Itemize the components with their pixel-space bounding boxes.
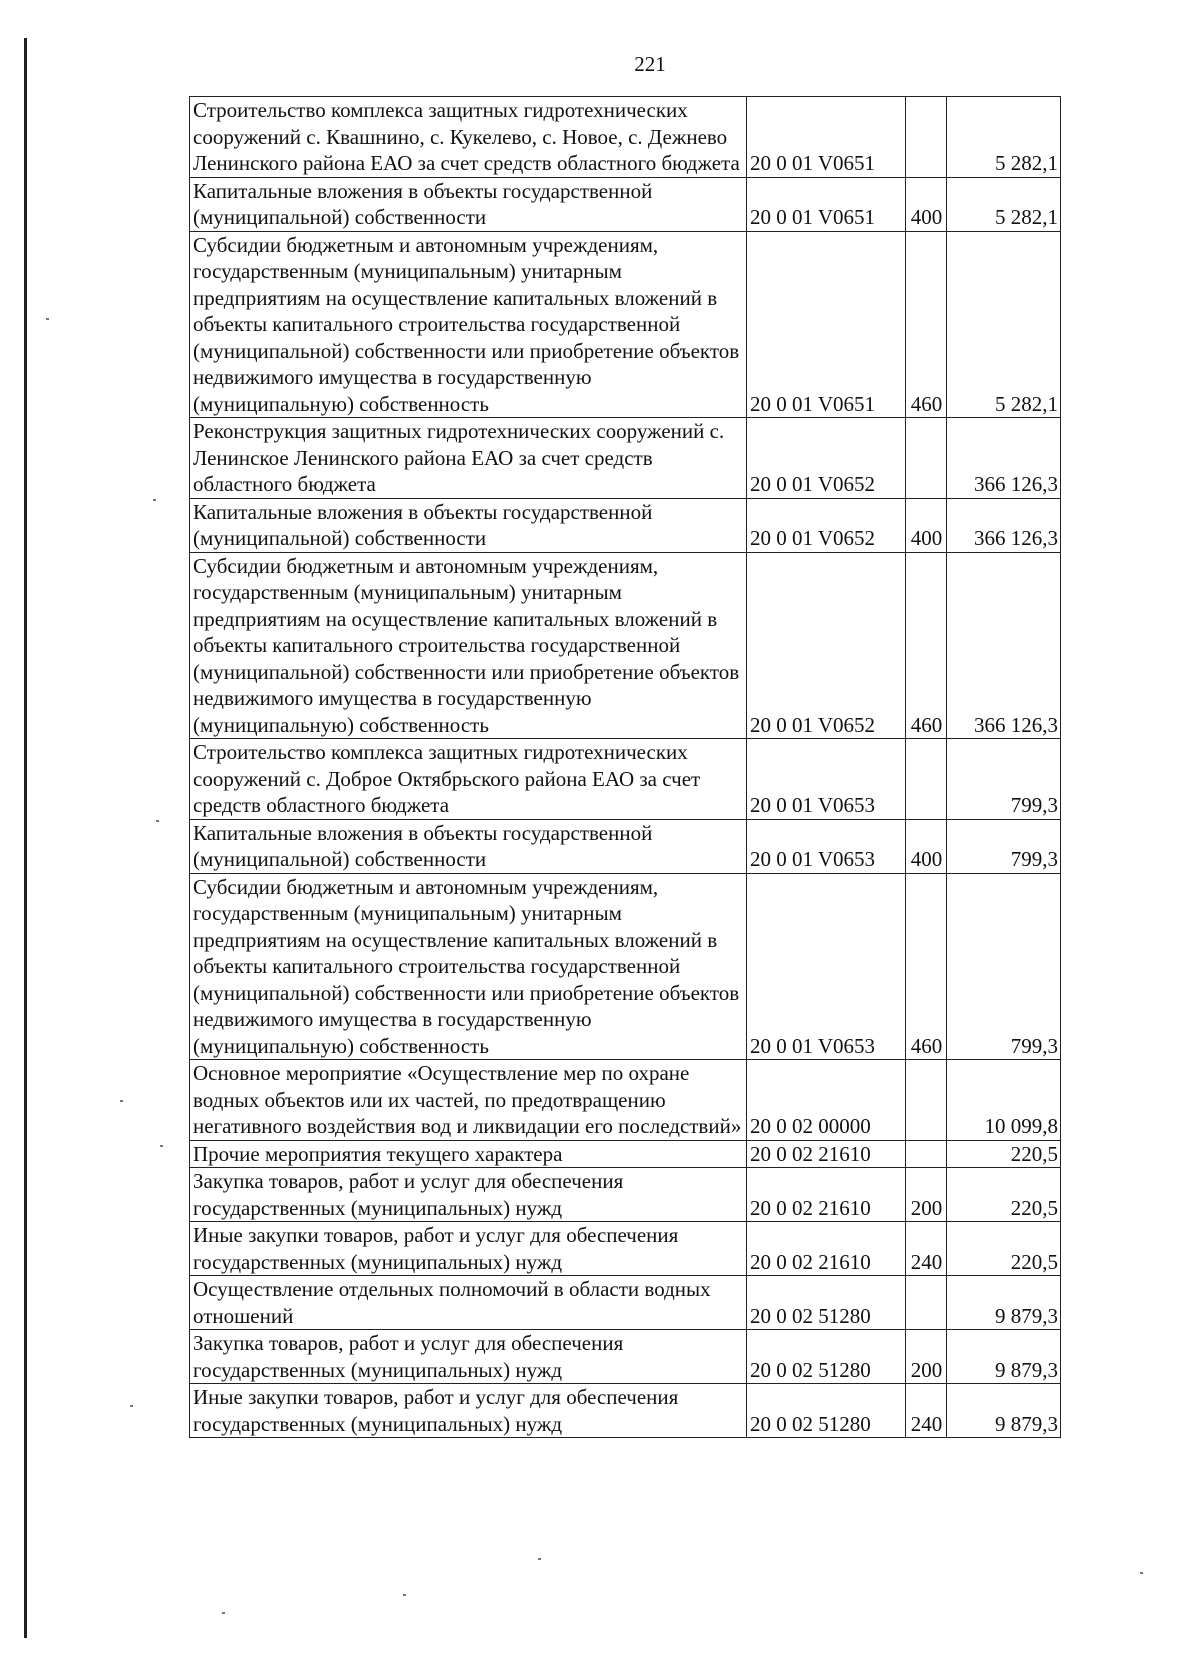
row-description: Основное мероприятие «Осуществление мер по охране водных объектов или их частей, по предотвращению негативного воздействия вод и ликвидации его последствий»: [190, 1060, 747, 1141]
row-amount: 220,5: [947, 1140, 1061, 1168]
page-number: 221: [634, 52, 666, 76]
row-description: Прочие мероприятия текущего характера: [190, 1140, 747, 1168]
row-expense-type: [906, 739, 947, 820]
budget-table: [189, 96, 1061, 1438]
table-row: [190, 552, 1061, 739]
row-expense-type: [906, 418, 947, 499]
scan-speck: [130, 1405, 133, 1407]
row-expense-type: [906, 1060, 947, 1141]
row-target-code: 20 0 01 V0653: [747, 739, 906, 820]
row-amount: 5 282,1: [947, 231, 1061, 418]
row-target-code: 20 0 01 V0651: [747, 231, 906, 418]
row-target-code: 20 0 02 00000: [747, 1060, 906, 1141]
row-description: Субсидии бюджетным и автономным учреждениям, государственным (муниципальным) унитарным предприятиям на осуществление капитальных вложений в объекты капитального строительства государственной (муниципальной) собственности или приобретение объектов недвижимого имущества в государственную (муниципальную) собственность: [190, 552, 747, 739]
table-row: [190, 1222, 1061, 1276]
row-amount: 366 126,3: [947, 418, 1061, 499]
row-expense-type: 240: [906, 1222, 947, 1276]
scan-speck: [120, 1100, 123, 1102]
row-amount: 9 879,3: [947, 1330, 1061, 1384]
row-expense-type: 200: [906, 1168, 947, 1222]
row-expense-type: 400: [906, 177, 947, 231]
row-expense-type: 460: [906, 873, 947, 1060]
row-amount: 366 126,3: [947, 498, 1061, 552]
table-row: [190, 1168, 1061, 1222]
row-amount: 799,3: [947, 873, 1061, 1060]
row-amount: 5 282,1: [947, 177, 1061, 231]
row-description: Капитальные вложения в объекты государственной (муниципальной) собственности: [190, 819, 747, 873]
row-description: Закупка товаров, работ и услуг для обеспечения государственных (муниципальных) нужд: [190, 1330, 747, 1384]
table-row: [190, 873, 1061, 1060]
row-amount: 220,5: [947, 1168, 1061, 1222]
row-target-code: 20 0 02 51280: [747, 1330, 906, 1384]
row-target-code: 20 0 01 V0651: [747, 177, 906, 231]
row-target-code: 20 0 01 V0652: [747, 418, 906, 499]
row-target-code: 20 0 02 21610: [747, 1168, 906, 1222]
row-amount: 366 126,3: [947, 552, 1061, 739]
row-description: Капитальные вложения в объекты государственной (муниципальной) собственности: [190, 498, 747, 552]
row-amount: 799,3: [947, 819, 1061, 873]
table-row: [190, 231, 1061, 418]
table-row: [190, 177, 1061, 231]
row-target-code: 20 0 01 V0653: [747, 819, 906, 873]
scan-margin-line: [24, 38, 27, 1638]
row-expense-type: [906, 1140, 947, 1168]
row-description: Иные закупки товаров, работ и услуг для обеспечения государственных (муниципальных) нужд: [190, 1384, 747, 1438]
row-description: Строительство комплекса защитных гидротехнических сооружений с. Доброе Октябрьского района ЕАО за счет средств областного бюджета: [190, 739, 747, 820]
row-description: Капитальные вложения в объекты государственной (муниципальной) собственности: [190, 177, 747, 231]
scan-speck: [403, 1594, 406, 1596]
row-description: Субсидии бюджетным и автономным учреждениям, государственным (муниципальным) унитарным предприятиям на осуществление капитальных вложений в объекты капитального строительства государственной (муниципальной) собственности или приобретение объектов недвижимого имущества в государственную (муниципальную) собственность: [190, 231, 747, 418]
row-expense-type: 240: [906, 1384, 947, 1438]
row-target-code: 20 0 01 V0652: [747, 498, 906, 552]
row-amount: 10 099,8: [947, 1060, 1061, 1141]
row-description: Строительство комплекса защитных гидротехнических сооружений с. Квашнино, с. Кукелево, с. Новое, с. Дежнево Ленинского района ЕАО за счет средств областного бюджета: [190, 97, 747, 178]
row-amount: 9 879,3: [947, 1276, 1061, 1330]
row-expense-type: 200: [906, 1330, 947, 1384]
row-expense-type: 460: [906, 552, 947, 739]
table-row: [190, 498, 1061, 552]
table-row: [190, 1060, 1061, 1141]
row-target-code: 20 0 01 V0652: [747, 552, 906, 739]
row-description: Реконструкция защитных гидротехнических сооружений с. Ленинское Ленинского района ЕАО за счет средств областного бюджета: [190, 418, 747, 499]
table-row: [190, 739, 1061, 820]
row-amount: 220,5: [947, 1222, 1061, 1276]
scan-speck: [153, 499, 156, 501]
row-expense-type: [906, 1276, 947, 1330]
row-target-code: 20 0 02 51280: [747, 1276, 906, 1330]
row-target-code: 20 0 01 V0651: [747, 97, 906, 178]
row-expense-type: 400: [906, 498, 947, 552]
table-row: [190, 819, 1061, 873]
table-row: [190, 1330, 1061, 1384]
row-target-code: 20 0 01 V0653: [747, 873, 906, 1060]
scan-speck: [160, 1145, 163, 1147]
table-row: [190, 1384, 1061, 1438]
scan-speck: [222, 1612, 225, 1614]
table-row: [190, 418, 1061, 499]
scan-speck: [538, 1558, 541, 1560]
table-row: [190, 1140, 1061, 1168]
row-target-code: 20 0 02 51280: [747, 1384, 906, 1438]
row-description: Иные закупки товаров, работ и услуг для обеспечения государственных (муниципальных) нужд: [190, 1222, 747, 1276]
scan-speck: [156, 820, 159, 822]
row-expense-type: [906, 97, 947, 178]
row-description: Закупка товаров, работ и услуг для обеспечения государственных (муниципальных) нужд: [190, 1168, 747, 1222]
row-expense-type: 460: [906, 231, 947, 418]
table-row: [190, 97, 1061, 178]
scan-speck: [46, 318, 49, 320]
row-amount: 5 282,1: [947, 97, 1061, 178]
scan-speck: [1140, 1572, 1143, 1574]
row-target-code: 20 0 02 21610: [747, 1222, 906, 1276]
row-amount: 799,3: [947, 739, 1061, 820]
budget-table-body: [190, 97, 1061, 1438]
row-description: Осуществление отдельных полномочий в области водных отношений: [190, 1276, 747, 1330]
table-row: [190, 1276, 1061, 1330]
row-amount: 9 879,3: [947, 1384, 1061, 1438]
row-expense-type: 400: [906, 819, 947, 873]
row-description: Субсидии бюджетным и автономным учреждениям, государственным (муниципальным) унитарным предприятиям на осуществление капитальных вложений в объекты капитального строительства государственной (муниципальной) собственности или приобретение объектов недвижимого имущества в государственную (муниципальную) собственность: [190, 873, 747, 1060]
row-target-code: 20 0 02 21610: [747, 1140, 906, 1168]
